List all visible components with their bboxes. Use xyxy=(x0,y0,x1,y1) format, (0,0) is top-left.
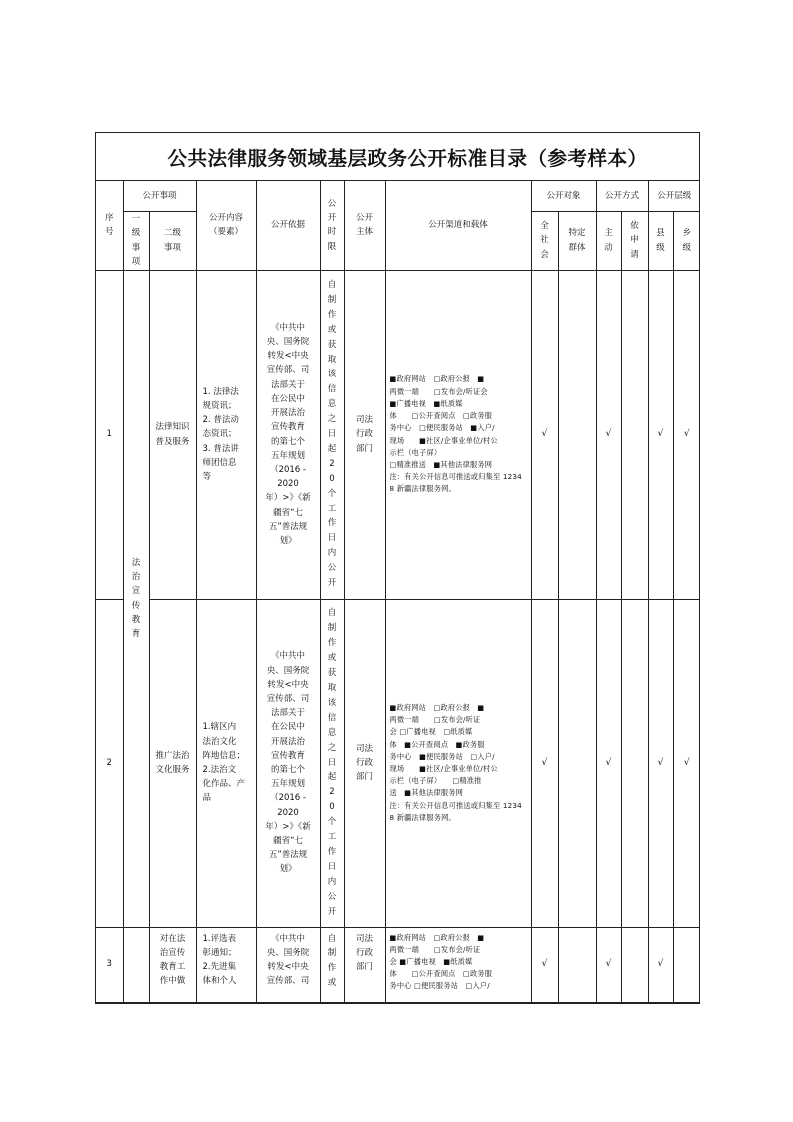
header-subject: 公开主体 xyxy=(344,181,385,270)
row-seq: 2 xyxy=(96,599,123,927)
check-method-apply xyxy=(621,270,648,599)
check-level-county: √ xyxy=(648,599,673,927)
row-seq: 1 xyxy=(96,270,123,599)
header-public-item: 公开事项 xyxy=(123,181,196,211)
header-method: 公开方式 xyxy=(596,181,648,211)
row-basis: 《中共中 央、国务院 转发<中央 宣传部、司 法部关于 在公民中 开展法治 宣传教育 的第七个 五年规划 （2016 - 2020 年）>》《新 疆省“七 五”普法规 划》 xyxy=(256,599,320,927)
header-level: 公开层级 xyxy=(648,181,700,211)
row-content: 1.辖区内 法治文化 阵地信息； 2.法治文 化作品、产 品 xyxy=(196,599,256,927)
row-channel: ■政府网站 □政府公报 ■ 两微一端 □发布会/听证会 ■广播电视 ■纸质媒 体 □公开查阅点 □政务服 务中心 □便民服务站 ■入户/ 现场 ■社区/企事业单位/村公 示栏（电子屏） □精准推送 ■其他法律服务网 注：有关公开信息可推送或归集至 12348 新疆法律服务网。 xyxy=(385,270,531,599)
catalog-sheet xyxy=(95,132,700,1004)
row-subject: 司法 行政 部门 xyxy=(344,927,385,1002)
check-method-apply xyxy=(621,927,648,1002)
table-row xyxy=(96,270,700,599)
header-time-limit: 公开时限 xyxy=(320,181,344,270)
row-level1 xyxy=(123,927,149,1002)
check-level-county: √ xyxy=(648,927,673,1002)
check-target-all: √ xyxy=(531,599,558,927)
check-target-specific xyxy=(558,927,596,1002)
table-row xyxy=(96,599,700,927)
row-basis: 《中共中 央、国务院 转发<中央 宣传部、司 xyxy=(256,927,320,1002)
row-level2: 推广法治文化服务 xyxy=(149,599,196,927)
check-method-active: √ xyxy=(596,270,621,599)
header-target: 公开对象 xyxy=(531,181,596,211)
header-content: 公开内容（要素） xyxy=(196,181,256,270)
row-basis: 《中共中 央、国务院 转发<中央 宣传部、司 法部关于 在公民中 开展法治 宣传教育 的第七个 五年规划 （2016 - 2020 年）>》《新 疆省“七 五”普法规 划》 xyxy=(256,270,320,599)
header-level2: 二级事项 xyxy=(149,211,196,270)
header-target-all: 全社会 xyxy=(531,211,558,270)
header-channel: 公开渠道和载体 xyxy=(385,181,531,270)
table-row xyxy=(96,927,700,1002)
row-subject: 司法 行政 部门 xyxy=(344,270,385,599)
check-target-specific xyxy=(558,270,596,599)
row-time-limit: 自制作或获取该信息之日起20个工作日内公开 xyxy=(320,599,344,927)
header-basis: 公开依据 xyxy=(256,181,320,270)
page-title: 公共法律服务领域基层政务公开标准目录（参考样本） xyxy=(96,133,699,181)
check-level-county: √ xyxy=(648,270,673,599)
header-method-apply: 依申请 xyxy=(621,211,648,270)
check-target-all: √ xyxy=(531,270,558,599)
header-level-county: 县级 xyxy=(648,211,673,270)
row-time-limit: 自制作或获取该信息之日起20个工作日内公开 xyxy=(320,270,344,599)
row-content: 1. 法律法 规资讯； 2. 普法动 态资讯； 3. 普法讲 师团信息 等 xyxy=(196,270,256,599)
row-level2: 法律知识普及服务 xyxy=(149,270,196,599)
check-level-town: √ xyxy=(673,599,700,927)
row-content: 1.评选表 彰通知； 2.先进集 体和个人 xyxy=(196,927,256,1002)
check-target-all: √ xyxy=(531,927,558,1002)
check-target-specific xyxy=(558,599,596,927)
header-seq: 序号 xyxy=(96,181,123,270)
header-target-specific: 特定群体 xyxy=(558,211,596,270)
header-method-active: 主动 xyxy=(596,211,621,270)
header-level1: 一级事项 xyxy=(123,211,149,270)
catalog-table xyxy=(96,181,700,1003)
row-channel: ■政府网站 □政府公报 ■ 两微一端 □发布会/听证 会 ■广播电视 ■纸质媒 体 □公开查阅点 □政务服 务中心 □便民服务站 □入户/ xyxy=(385,927,531,1002)
check-method-active: √ xyxy=(596,927,621,1002)
row-level1: 法治宣传教育 xyxy=(123,270,149,927)
check-method-apply xyxy=(621,599,648,927)
row-seq: 3 xyxy=(96,927,123,1002)
row-level2: 对在法 治宣传 教育工 作中做 xyxy=(149,927,196,1002)
check-level-town: √ xyxy=(673,270,700,599)
check-method-active: √ xyxy=(596,599,621,927)
row-channel: ■政府网站 □政府公报 ■ 两微一端 □发布会/听证 会 □广播电视 □纸质媒 体 ■公开查阅点 ■政务服 务中心 ■便民服务站 □入户/ 现场 ■社区/企事业单位/村公 示栏（电子屏） □精准推 送 ■其他法律服务网 注：有关公开信息可推送或归集至 12348 新疆法律服务网。 xyxy=(385,599,531,927)
header-level-town: 乡级 xyxy=(673,211,700,270)
check-level-town xyxy=(673,927,700,1002)
row-subject: 司法 行政 部门 xyxy=(344,599,385,927)
row-time-limit: 自制作或 xyxy=(320,927,344,1002)
